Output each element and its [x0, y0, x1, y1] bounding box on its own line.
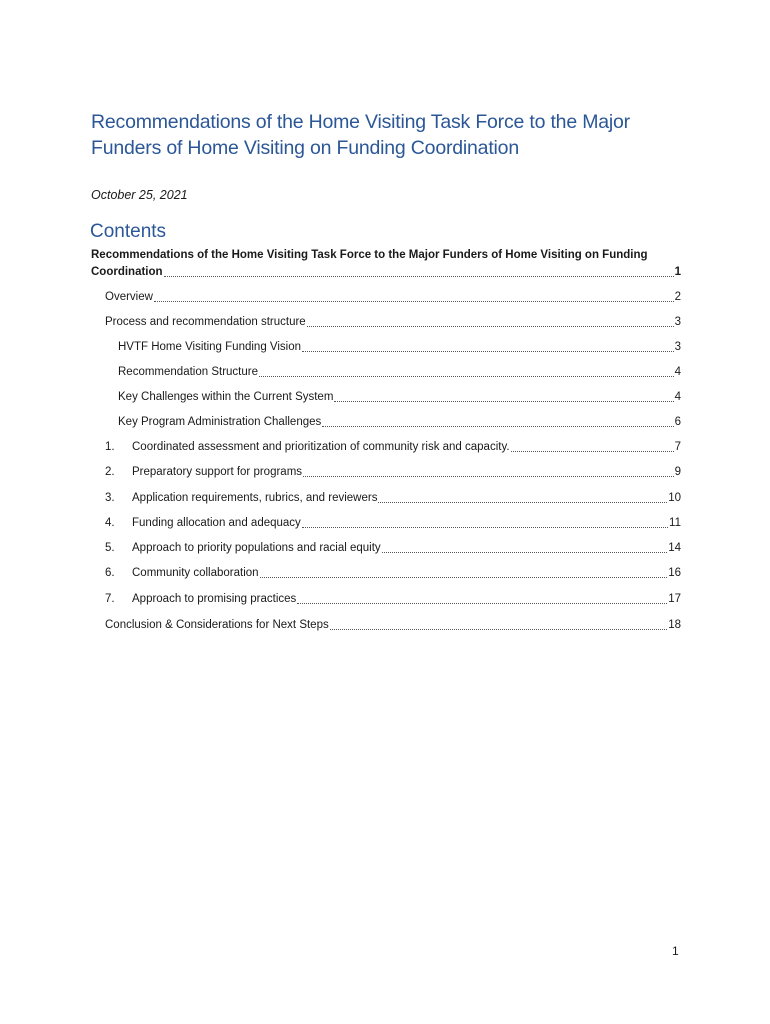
toc-entry[interactable]	[118, 365, 681, 380]
toc-entry-main-title-line1[interactable]: Recommendations of the Home Visiting Task Force to the Major Funders of Home Visiting on Funding	[91, 249, 648, 261]
toc-entry-label: Key Challenges within the Current System	[118, 391, 334, 403]
toc-leader	[297, 603, 667, 604]
toc-leader	[154, 301, 674, 302]
toc-entry-page: 1	[674, 266, 681, 278]
toc-entry[interactable]	[105, 541, 681, 556]
document-title: Recommendations of the Home Visiting Task Force to the Major Funders of Home Visiting on Funding Coordination	[91, 111, 630, 159]
toc-leader	[307, 326, 674, 327]
toc-entry-page: 3	[674, 341, 681, 353]
toc-entry[interactable]	[118, 390, 681, 405]
toc-leader	[378, 502, 667, 503]
toc-entry-label: Overview	[105, 291, 153, 303]
toc-entry-number: 5.	[105, 542, 115, 554]
toc-entry-page: 3	[674, 316, 681, 328]
toc-entry[interactable]	[105, 566, 681, 581]
toc-entry-label: Process and recommendation structure	[105, 316, 306, 328]
toc-entry-page: 2	[674, 291, 681, 303]
toc-entry-page: 7	[674, 441, 681, 453]
toc-leader	[259, 376, 674, 377]
toc-leader	[303, 476, 674, 477]
toc-leader	[302, 351, 674, 352]
toc-entry[interactable]	[105, 290, 681, 305]
toc-entry-label: Recommendation Structure	[118, 366, 258, 378]
toc-entry-number: 7.	[105, 593, 115, 605]
toc-entry-label: HVTF Home Visiting Funding Vision	[118, 341, 302, 353]
toc-leader	[260, 577, 668, 578]
toc-entry-label: Preparatory support for programs	[132, 466, 303, 478]
toc-entry[interactable]	[118, 340, 681, 355]
toc-entry[interactable]	[105, 440, 681, 455]
toc-entry-label: Funding allocation and adequacy	[132, 517, 301, 529]
toc-entry[interactable]	[105, 465, 681, 480]
toc-entry-page: 6	[674, 416, 681, 428]
toc-entry-main-title[interactable]	[91, 265, 681, 280]
toc-entry-number: 3.	[105, 492, 115, 504]
toc-entry-page: 4	[674, 391, 681, 403]
toc-entry[interactable]	[118, 415, 681, 430]
toc-leader	[322, 426, 673, 427]
toc-entry-page: 4	[674, 366, 681, 378]
toc-entry[interactable]	[105, 618, 681, 633]
toc-entry-number: 4.	[105, 517, 115, 529]
toc-entry-label: Key Program Administration Challenges	[118, 416, 322, 428]
toc-entry-page: 14	[668, 542, 681, 554]
toc-entry[interactable]	[105, 516, 681, 531]
toc-leader	[164, 276, 674, 277]
toc-entry-page: 18	[668, 619, 681, 631]
toc-entry-page: 11	[669, 517, 681, 529]
toc-entry[interactable]	[105, 491, 681, 506]
toc-entry-page: 16	[668, 567, 681, 579]
toc-entry-label: Community collaboration	[132, 567, 259, 579]
toc-leader	[382, 552, 668, 553]
toc-leader	[334, 401, 673, 402]
toc-entry-page: 17	[668, 593, 681, 605]
toc-entry[interactable]	[105, 315, 681, 330]
page-number: 1	[672, 944, 679, 958]
toc-entry-number: 2.	[105, 466, 115, 478]
toc-entry[interactable]	[105, 592, 681, 607]
toc-entry-label: Approach to promising practices	[132, 593, 297, 605]
toc-entry-label: Conclusion & Considerations for Next Steps	[105, 619, 329, 631]
document-date: October 25, 2021	[91, 188, 188, 202]
toc-entry-label: Coordinated assessment and prioritization of community risk and capacity.	[132, 441, 510, 453]
toc-entry-label: Coordination	[91, 266, 163, 278]
toc-entry-page: 10	[668, 492, 681, 504]
toc-entry-number: 1.	[105, 441, 115, 453]
toc-leader	[511, 451, 674, 452]
toc-entry-number: 6.	[105, 567, 115, 579]
toc-leader	[302, 527, 668, 528]
toc-entry-label: Application requirements, rubrics, and reviewers	[132, 492, 378, 504]
toc-entry-page: 9	[674, 466, 681, 478]
toc-entry-label: Approach to priority populations and racial equity	[132, 542, 381, 554]
toc-leader	[330, 629, 667, 630]
contents-heading: Contents	[90, 221, 167, 242]
